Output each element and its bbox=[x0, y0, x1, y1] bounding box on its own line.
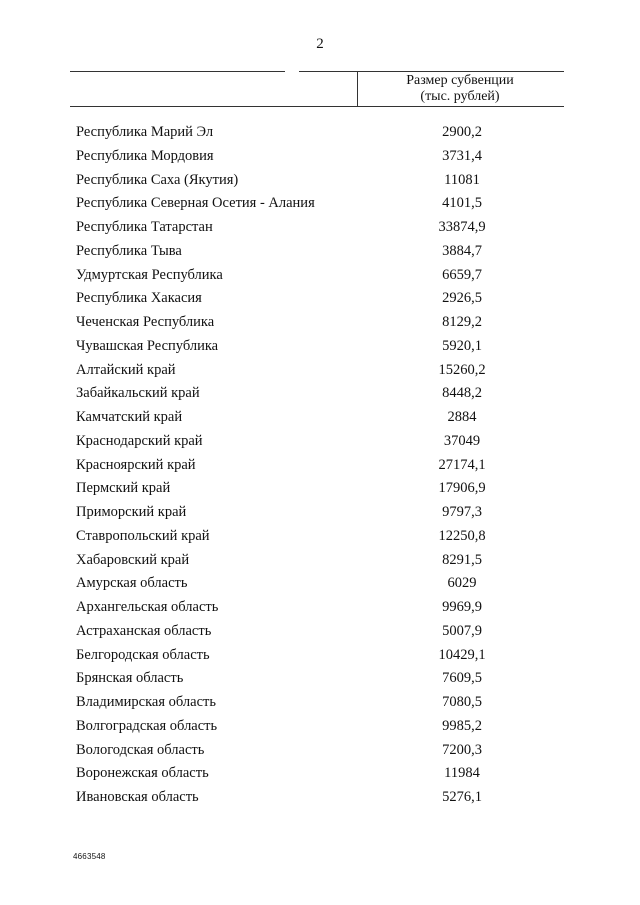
subvention-value: 9969,9 bbox=[442, 599, 482, 615]
table-row bbox=[0, 550, 640, 574]
region-name: Амурская область bbox=[76, 575, 188, 592]
region-name: Белгородская область bbox=[76, 646, 210, 663]
subvention-value: 11984 bbox=[444, 765, 480, 782]
table-row bbox=[0, 526, 640, 550]
subvention-value: 4101,5 bbox=[442, 195, 482, 212]
table-row bbox=[0, 407, 640, 431]
table-row bbox=[0, 478, 640, 502]
subvention-value: 2900,2 bbox=[442, 124, 482, 140]
region-name: Республика Марий Эл bbox=[76, 124, 214, 140]
subvention-value: 2884 bbox=[447, 409, 477, 425]
value-header-line2: (тыс. рублей) bbox=[420, 89, 500, 104]
table-row bbox=[0, 146, 640, 170]
table-row bbox=[0, 455, 640, 479]
subvention-value: 10429,1 bbox=[438, 646, 486, 663]
region-name: Забайкальский край bbox=[76, 385, 200, 402]
table-row bbox=[0, 787, 640, 811]
region-name: Воронежская область bbox=[76, 765, 209, 782]
table-row bbox=[0, 193, 640, 217]
table-row bbox=[0, 692, 640, 716]
subvention-value: 8129,2 bbox=[442, 314, 482, 330]
region-name: Ивановская область bbox=[76, 789, 199, 805]
subvention-value: 7200,3 bbox=[442, 741, 482, 758]
table-row bbox=[0, 122, 640, 146]
region-name: Удмуртская Республика bbox=[76, 266, 223, 283]
document-code: 4663548 bbox=[73, 852, 106, 861]
subvention-value: 9985,2 bbox=[442, 717, 482, 734]
subvention-value: 5276,1 bbox=[442, 789, 482, 805]
table-row bbox=[0, 763, 640, 787]
region-name: Волгоградская область bbox=[76, 717, 218, 734]
region-name: Чеченская Республика bbox=[76, 314, 215, 330]
region-name: Республика Северная Осетия - Алания bbox=[76, 195, 315, 212]
region-name: Камчатский край bbox=[76, 409, 183, 425]
region-name: Ставропольский край bbox=[76, 527, 210, 544]
subvention-value: 11081 bbox=[444, 171, 480, 188]
header-bottom-rule bbox=[70, 106, 564, 107]
subvention-value: 15260,2 bbox=[438, 361, 486, 378]
table-row bbox=[0, 502, 640, 526]
region-name: Хабаровский край bbox=[76, 551, 190, 568]
subvention-value: 12250,8 bbox=[438, 527, 486, 544]
region-name: Пермский край bbox=[76, 480, 171, 497]
region-name: Краснодарский край bbox=[76, 432, 203, 449]
value-header-line1: Размер субвенции bbox=[406, 73, 514, 88]
table-row bbox=[0, 621, 640, 645]
table-row bbox=[0, 740, 640, 764]
table-row bbox=[0, 431, 640, 455]
table-row bbox=[0, 597, 640, 621]
table-row bbox=[0, 170, 640, 194]
region-name: Чувашская Республика bbox=[76, 337, 219, 354]
header-top-rule bbox=[70, 71, 564, 72]
region-name: Приморский край bbox=[76, 504, 187, 520]
table-row bbox=[0, 716, 640, 740]
region-name: Республика Татарстан bbox=[76, 219, 213, 235]
subvention-value: 7609,5 bbox=[442, 670, 482, 687]
subvention-value: 6029 bbox=[447, 575, 477, 592]
region-name: Вологодская область bbox=[76, 741, 205, 758]
region-name: Брянская область bbox=[76, 670, 184, 687]
subvention-value: 7080,5 bbox=[442, 694, 482, 710]
subvention-value: 5007,9 bbox=[442, 622, 482, 639]
region-name: Алтайский край bbox=[76, 361, 176, 378]
table-row bbox=[0, 241, 640, 265]
table-row bbox=[0, 383, 640, 407]
subvention-value: 8291,5 bbox=[442, 551, 482, 568]
region-name: Республика Саха (Якутия) bbox=[76, 171, 239, 188]
page-number: 2 bbox=[316, 36, 324, 52]
table-row bbox=[0, 265, 640, 289]
region-name: Архангельская область bbox=[76, 599, 219, 615]
region-name: Республика Мордовия bbox=[76, 147, 214, 164]
table-row bbox=[0, 288, 640, 312]
subvention-value: 3731,4 bbox=[442, 147, 482, 164]
region-name: Республика Хакасия bbox=[76, 290, 202, 307]
region-name: Республика Тыва bbox=[76, 242, 182, 259]
subvention-value: 37049 bbox=[443, 432, 481, 449]
region-name: Владимирская область bbox=[76, 694, 216, 710]
subvention-table bbox=[0, 122, 640, 811]
subvention-value: 27174,1 bbox=[438, 456, 486, 473]
subvention-value: 17906,9 bbox=[438, 480, 486, 497]
table-row bbox=[0, 668, 640, 692]
subvention-value: 6659,7 bbox=[442, 266, 482, 283]
table-row bbox=[0, 336, 640, 360]
subvention-value: 3884,7 bbox=[442, 242, 482, 259]
subvention-value: 8448,2 bbox=[442, 385, 482, 402]
table-row bbox=[0, 217, 640, 241]
table-header bbox=[70, 71, 564, 107]
table-row bbox=[0, 360, 640, 384]
table-row bbox=[0, 573, 640, 597]
subvention-value: 9797,3 bbox=[442, 504, 482, 520]
value-column-header bbox=[358, 73, 562, 105]
subvention-value: 2926,5 bbox=[442, 290, 482, 307]
table-row bbox=[0, 312, 640, 336]
subvention-value: 5920,1 bbox=[442, 337, 482, 354]
region-name: Астраханская область bbox=[76, 622, 212, 639]
table-row bbox=[0, 645, 640, 669]
region-name: Красноярский край bbox=[76, 456, 196, 473]
subvention-value: 33874,9 bbox=[438, 219, 486, 235]
